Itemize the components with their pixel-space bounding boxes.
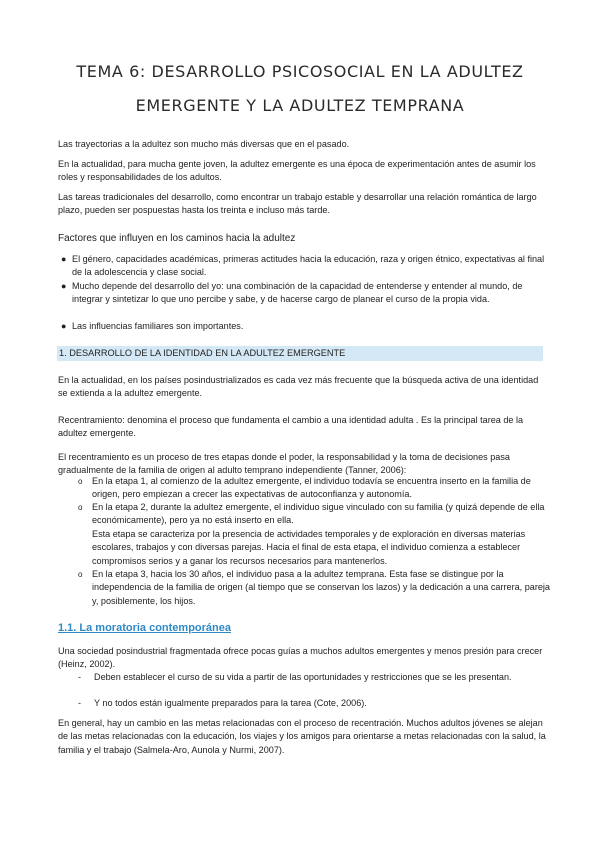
moratoria-item: Deben establecer el curso de su vida a partir de las oportunidades y restricciones que se les presentan. [94,672,512,682]
bullet-icon: ● [61,321,67,331]
factor-item: El género, capacidades académicas, primeras actitudes hacia la educación, raza y origen étnico, expectativas al final de la adolescencia y clase social. [72,254,545,278]
moratoria-paragraph-1: Una sociedad posindustrial fragmentada ofrece pocas guías a muchos adultos emergentes y menos presión para crecer (Heinz, 2002). [58,646,543,670]
intro-paragraph-2: En la actualidad, para mucha gente joven, la adultez emergente es una época de experimentación antes de asumir los roles y responsabilidades de los adultos. [58,159,536,183]
stage-item: En la etapa 2, durante la adultez emergente, el individuo sigue vinculado con su familia (y quizá depende de ella económicamente), pero ya no está inserto en ella. [92,502,545,526]
recentering-paragraph: El recentramiento es un proceso de tres etapas donde el poder, la responsabilidad y la toma de decisiones pasa gradualmente de la familia de origen al adulto temprano independiente (Tanner, 2006): [58,452,510,476]
circle-bullet-icon: o [78,477,83,486]
bullet-icon: ● [61,281,67,291]
circle-bullet-icon: o [78,503,83,512]
factor-item: Mucho depende del desarrollo del yo: una combinación de la capacidad de entenderse y entender al mundo, de integrar y sintetizar lo que uno percibe y sabe, y de hacerse cargo de planear el curso de la propia vida. [72,281,523,305]
factor-item: Las influencias familiares son importantes. [72,321,244,331]
dash-bullet-icon: - [78,672,81,682]
recentering-definition: Recentramiento: denomina el proceso que fundamenta el cambio a una identidad adulta . Es la principal tarea de la adultez emergente. [58,415,524,439]
intro-paragraph-3: Las tareas tradicionales del desarrollo, como encontrar un trabajo estable y desarrollar una relación romántica de largo plazo, pueden ser pospuestas hasta los treinta e incluso más tarde. [58,192,537,216]
dash-bullet-icon: - [78,698,81,708]
page-title: TEMA 6: DESARROLLO PSICOSOCIAL EN LA ADULTEZ EMERGENTE Y LA ADULTEZ TEMPRANA [76,62,524,115]
identity-paragraph-1: En la actualidad, en los países posindustrializados es cada vez más frecuente que la búsqueda activa de una identidad se extienda a la adultez emergente. [58,375,539,399]
stage-item: En la etapa 1, al comienzo de la adultez emergente, el individuo todavía se encuentra inserto en la familia de origen, pero empiezan a crecer las expectativas de autoconfianza y autonomía. [92,476,531,500]
moratoria-paragraph-2: En general, hay un cambio en las metas relacionadas con el proceso de recentración. Muchos adultos jóvenes se alejan de las metas relacionadas con la educación, los viajes y los amigos para orientarse a metas relacionadas con la salud, la familia y el trabajo (Salmela-Aro, Aunola y Nurmi, 2007). [58,718,546,755]
circle-bullet-icon: o [78,570,83,579]
factors-heading: Factores que influyen en los caminos hacia la adultez [58,233,296,244]
section-heading-identity: 1. DESARROLLO DE LA IDENTIDAD EN LA ADULTEZ EMERGENTE [57,346,543,361]
intro-paragraph-1: Las trayectorias a la adultez son mucho más diversas que en el pasado. [58,139,350,149]
bullet-icon: ● [61,254,67,264]
stage-item-continuation: Esta etapa se caracteriza por la presencia de actividades temporales y de exploración en diversas materias escolares, trabajos y con diversas parejas. Hacia el final de esta etapa, el individuo comienza a establecer compromisos serios y a ganar los recursos necesarios para mantenerlos. [92,529,526,566]
stage-item: En la etapa 3, hacia los 30 años, el individuo pasa a la adultez temprana. Esta fase se distingue por la independencia de la familia de origen (al tiempo que se conservan los lazos) y la dedicación a una carrera, pareja y, posiblemente, los hijos. [92,569,550,606]
subsection-heading-moratoria: 1.1. La moratoria contemporánea [58,622,231,634]
moratoria-item: Y no todos están igualmente preparados para la tarea (Cote, 2006). [94,698,367,708]
